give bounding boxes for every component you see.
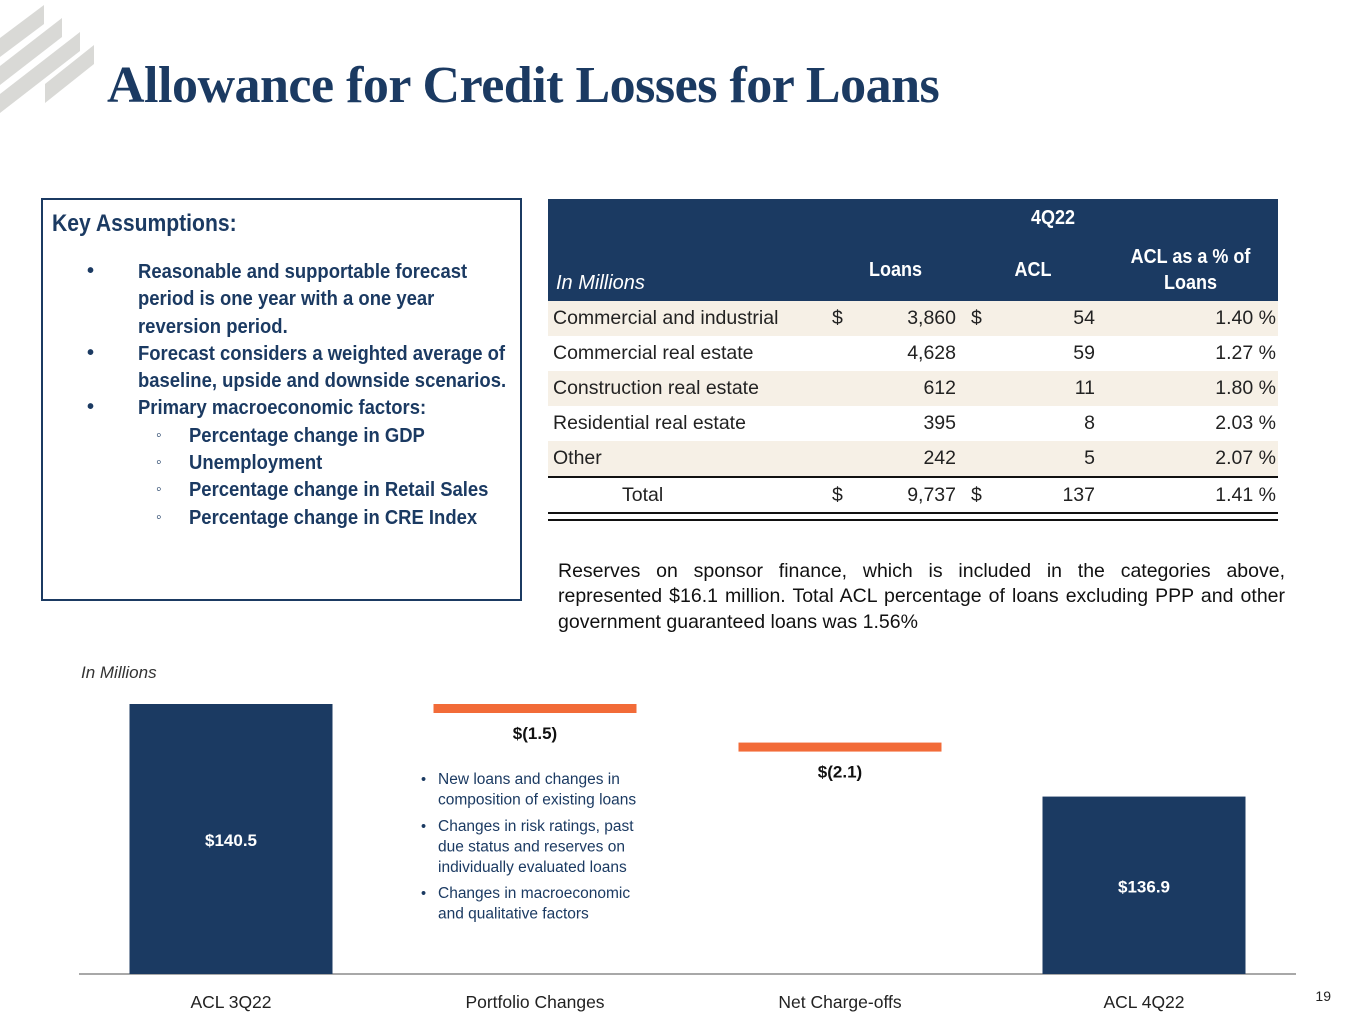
macro-factor-text: Unemployment [189, 451, 323, 475]
double-underline [548, 512, 1278, 521]
chart-annotations [421, 771, 636, 923]
pct-value: 2.03 % [1215, 412, 1276, 434]
bar-value-label: $140.5 [205, 831, 257, 850]
loans-value: 395 [923, 412, 956, 434]
pct-value: 2.07 % [1215, 447, 1276, 469]
row-label: Commercial and industrial [553, 307, 779, 329]
row-label: Other [553, 447, 602, 469]
acl-value: 8 [1084, 412, 1095, 434]
units-label: In Millions [556, 272, 645, 294]
dollar-sign: $ [832, 484, 843, 506]
page-title: Allowance for Credit Losses for Loans [107, 57, 940, 114]
total-acl-value: 137 [1062, 484, 1095, 506]
row-label: Residential real estate [553, 412, 746, 434]
loans-value: 4,628 [907, 342, 956, 364]
acl-value: 5 [1084, 447, 1095, 469]
annotation-text: New loans and changes in composition of existing loans [438, 771, 637, 809]
macro-factor-text: Percentage change in GDP [189, 423, 425, 447]
sponsor-finance-note: Reserves on sponsor finance, which is included in the categories above, represented $16.1 million. Total ACL percentage of loans excluding PPP and other government guaranteed loans was 1.56% [558, 559, 1285, 633]
company-logo [0, 0, 100, 115]
loans-value: 612 [923, 377, 956, 399]
category-label: ACL 3Q22 [190, 992, 272, 1012]
table-row [548, 441, 1278, 476]
bullet: • [87, 260, 95, 282]
assumption-list [43, 258, 522, 531]
period-header: 4Q22 [1030, 207, 1076, 229]
loans-header: Loans [868, 259, 923, 281]
assumption-text: Reasonable and supportable forecast period is one year with a one year reversion period. [138, 260, 468, 338]
loans-value: 242 [923, 447, 956, 469]
chart-units-label: In Millions [81, 663, 157, 682]
annotation-bullet: • [421, 819, 427, 835]
total-row [548, 476, 1278, 512]
assumption-item [43, 340, 522, 395]
total-pct-value: 1.41 % [1215, 484, 1276, 506]
page-number: 19 [1315, 988, 1331, 1004]
category-label: ACL 4Q22 [1103, 992, 1185, 1012]
pct-value: 1.40 % [1215, 307, 1276, 329]
dollar-sign: $ [832, 307, 843, 329]
table-header [548, 199, 1278, 301]
macro-factor-item [43, 504, 522, 531]
category-label: Portfolio Changes [465, 992, 605, 1012]
annotation-text: Changes in macroeconomic and qualitative factors [438, 885, 631, 923]
assumption-item [43, 258, 522, 340]
category-label: Net Charge-offs [778, 992, 902, 1012]
macro-factor-text: Percentage change in CRE Index [189, 505, 478, 529]
pct-value: 1.80 % [1215, 377, 1276, 399]
annotation-bullet: • [421, 886, 427, 902]
assumption-text: Primary macroeconomic factors: [138, 396, 427, 420]
annotation-text: Changes in risk ratings, past due status and reserves on individually evaluated loans [438, 818, 634, 876]
pct-header: ACL as a % of Loans [1130, 246, 1251, 294]
macro-factor-text: Percentage change in Retail Sales [189, 478, 489, 502]
bullet: • [87, 341, 95, 364]
bullet: • [87, 396, 95, 419]
table-row [548, 301, 1278, 336]
dollar-sign: $ [971, 307, 982, 329]
assumption-item [43, 394, 522, 421]
annotation-bullet: • [421, 772, 427, 788]
delta-value-label: $(2.1) [817, 762, 863, 782]
total-label: Total [622, 484, 664, 506]
acl-table [548, 199, 1278, 521]
acl-value: 59 [1073, 342, 1095, 364]
delta-bar-1 [434, 704, 637, 713]
macro-factor-item [43, 422, 522, 449]
sub-bullet: ◦ [156, 508, 162, 526]
loans-value: 3,860 [907, 307, 956, 329]
row-label: Commercial real estate [553, 342, 754, 364]
table-row [548, 406, 1278, 441]
acl-value: 54 [1073, 307, 1095, 329]
table-row [548, 336, 1278, 371]
row-label: Construction real estate [553, 377, 759, 399]
macro-factor-item [43, 449, 522, 476]
acl-value: 11 [1074, 377, 1095, 399]
acl-waterfall-chart [0, 640, 1365, 1024]
delta-bar-2 [739, 743, 942, 752]
chart-marks [130, 704, 1246, 1012]
sub-bullet: ◦ [156, 481, 162, 499]
total-loans-value: 9,737 [907, 484, 956, 506]
sub-bullet: ◦ [156, 454, 162, 472]
acl-header: ACL [1014, 259, 1052, 281]
key-assumptions-heading: Key Assumptions: [52, 210, 237, 237]
delta-value-label: $(1.5) [512, 724, 558, 743]
dollar-sign: $ [971, 484, 982, 506]
key-assumptions-box [41, 198, 522, 601]
assumption-text: Forecast considers a weighted average of baseline, upside and downside scenarios. [138, 341, 507, 393]
macro-factor-item [43, 476, 522, 503]
sub-bullet: ◦ [156, 426, 162, 444]
table-row [548, 371, 1278, 406]
pct-value: 1.27 % [1215, 342, 1276, 364]
bar-value-label: $136.9 [1118, 877, 1170, 897]
